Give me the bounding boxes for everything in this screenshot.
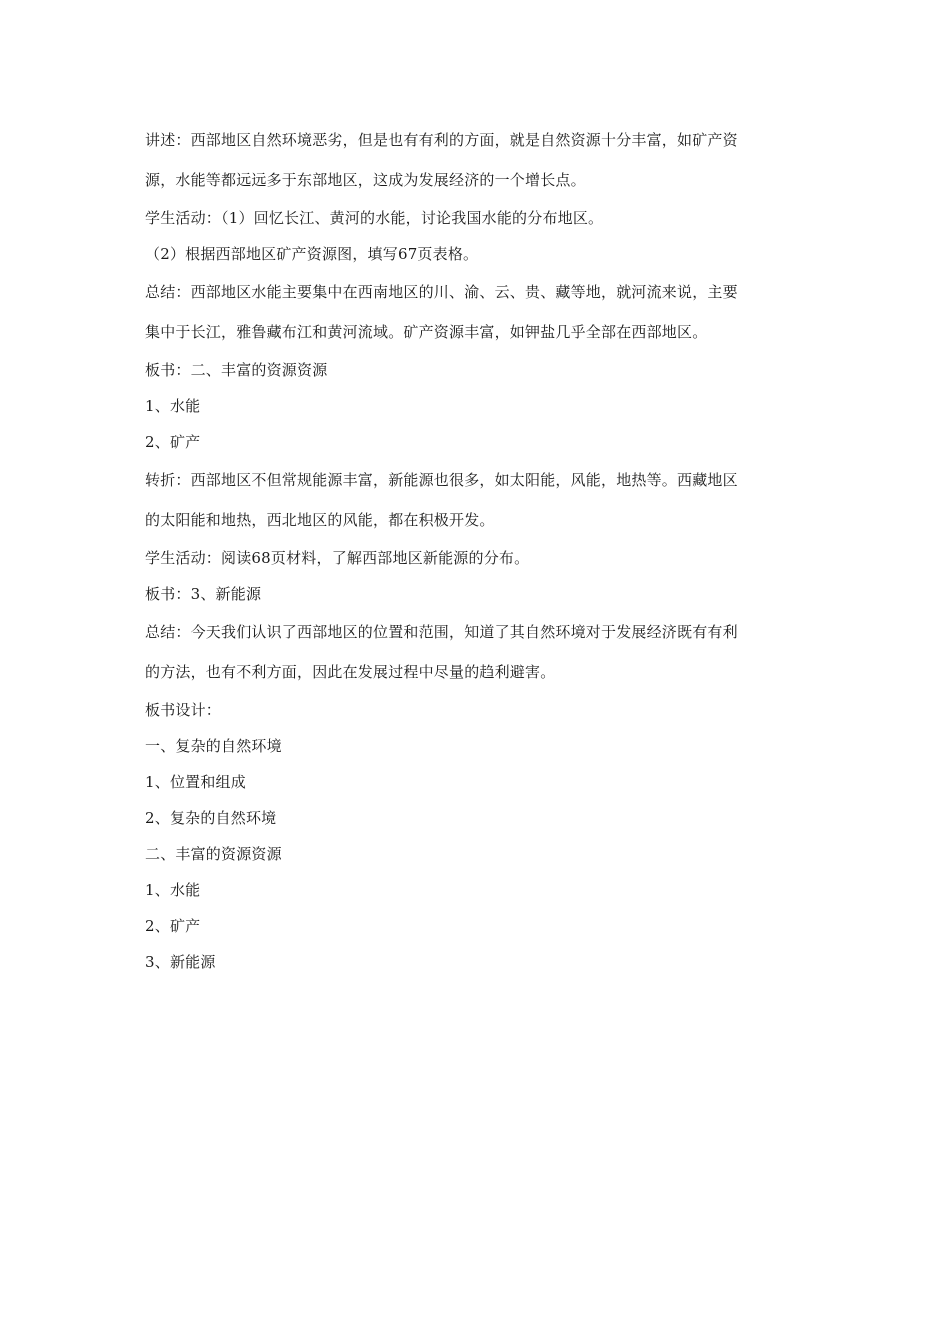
document-body xyxy=(145,120,810,980)
paragraph-board-design-heading: 板书设计： xyxy=(145,701,222,719)
paragraph-student-activity-2: （2）根据西部地区矿产资源图，填写67页表格。 xyxy=(145,245,479,263)
paragraph-board-item-minerals: 2、矿产 xyxy=(145,433,201,451)
text-line: 总结：西部地区水能主要集中在西南地区的川、渝、云、贵、藏等地，就河流来说，主要 xyxy=(145,283,738,301)
outline-heading-resources: 二、丰富的资源资源 xyxy=(145,845,282,863)
text-line: 的太阳能和地热，西北地区的风能，都在积极开发。 xyxy=(145,511,495,529)
outline-heading-environment: 一、复杂的自然环境 xyxy=(145,737,282,755)
paragraph-board-item-new-energy: 板书：3、新能源 xyxy=(145,585,262,603)
paragraph-summary-lesson xyxy=(145,612,810,692)
paragraph-summary-water-minerals xyxy=(145,272,810,352)
text-line: 总结：今天我们认识了西部地区的位置和范围，知道了其自然环境对于发展经济既有有利 xyxy=(145,623,738,641)
text-line: 的方法，也有不利方面，因此在发展过程中尽量的趋利避害。 xyxy=(145,663,556,681)
paragraph-student-activity-3: 学生活动：阅读68页材料，了解西部地区新能源的分布。 xyxy=(145,549,530,567)
text-line: 转折：西部地区不但常规能源丰富，新能源也很多，如太阳能，风能，地热等。西藏地区 xyxy=(145,471,738,489)
text-line: 集中于长江，雅鲁藏布江和黄河流域。矿产资源丰富，如钾盐几乎全部在西部地区。 xyxy=(145,323,708,341)
paragraph-board-item-water: 1、水能 xyxy=(145,397,201,415)
outline-item-minerals: 2、矿产 xyxy=(145,917,201,935)
paragraph-student-activity-1: 学生活动：（1）回忆长江、黄河的水能，讨论我国水能的分布地区。 xyxy=(145,209,604,227)
outline-item-water: 1、水能 xyxy=(145,881,201,899)
paragraph-transition-new-energy xyxy=(145,460,810,540)
outline-item-new-energy: 3、新能源 xyxy=(145,953,216,971)
outline-item-location: 1、位置和组成 xyxy=(145,773,246,791)
outline-item-environment: 2、复杂的自然环境 xyxy=(145,809,277,827)
text-line: 源，水能等都远远多于东部地区，这成为发展经济的一个增长点。 xyxy=(145,171,586,189)
paragraph-lecture-resources xyxy=(145,120,810,200)
text-line: 讲述：西部地区自然环境恶劣，但是也有有利的方面，就是自然资源十分丰富，如矿产资 xyxy=(145,131,738,149)
paragraph-board-heading-resources: 板书：二、丰富的资源资源 xyxy=(145,361,328,379)
